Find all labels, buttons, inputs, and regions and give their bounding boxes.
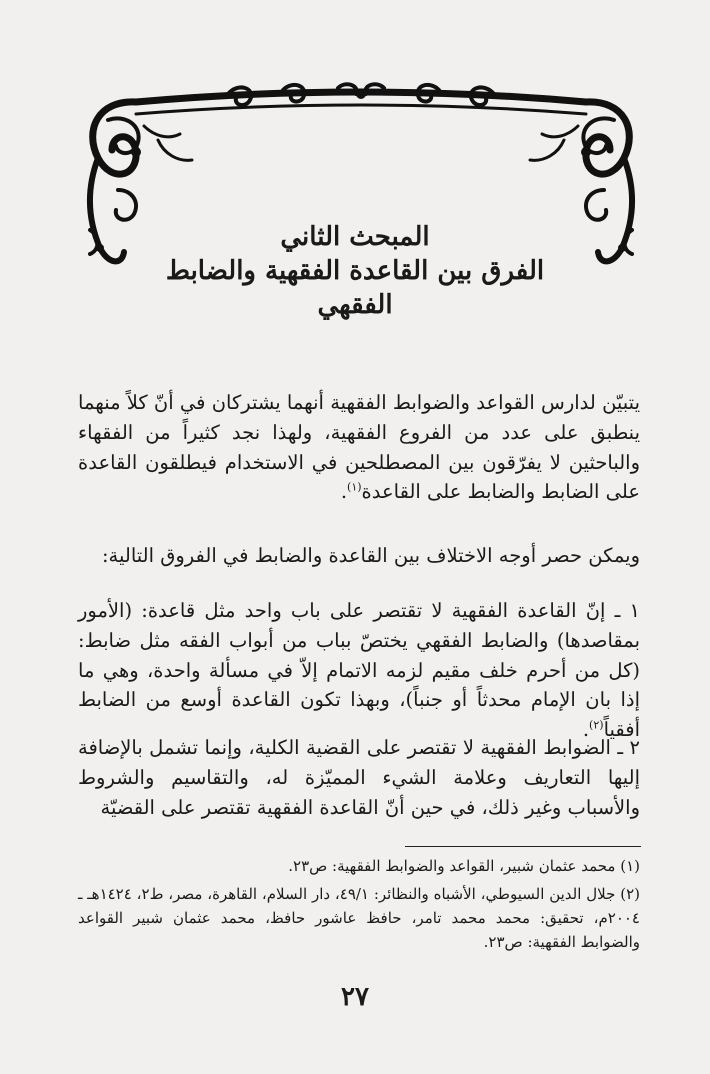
section-subtitle: الفرق بين القاعدة الفقهية والضابط الفقهي <box>165 256 545 320</box>
footnotes <box>78 854 640 958</box>
page-number: ٢٧ <box>341 982 369 1012</box>
paragraph-3-end: . <box>582 718 590 742</box>
paragraph-3-text: ١ ـ إنّ القاعدة الفقهية لا تقتصر على باب واحد مثل قاعدة: (الأمور بمقاصدها) والضابط الفقهي يختصّ بباب من أبواب الفقه مثل ضابط: (كل من أحرم خلف مقيم لزمه الاتمام إلاّ في مسألة واحدة، وهي ما إذا بان الإمام محدثاً أو جنباً)، وبهذا تكون القاعدة أوسع من الضابط أفقياً <box>78 599 640 742</box>
paragraph-1 <box>78 388 640 507</box>
section-heading <box>130 222 580 322</box>
paragraph-4 <box>78 733 640 822</box>
paragraph-2 <box>78 541 640 571</box>
footnote-ref-1: (١) <box>347 480 362 494</box>
paragraph-4-text: ٢ ـ الضوابط الفقهية لا تقتصر على القضية الكلية، وإنما تشمل بالإضافة إليها التعاريف وعلامة الشيء المميّزة له، والتقاسيم والشروط والأسباب وغير ذلك، في حين أنّ القاعدة الفقهية تقتصر على القضيّة <box>78 736 640 819</box>
paragraph-1-text: يتبيّن لدارس القواعد والضوابط الفقهية أنهما يشتركان في أنّ كلاً منهما ينطبق على عدد من الفروع الفقهية، ولهذا نجد كثيراً من الفقهاء والباحثين لا يفرّقون بين المصطلحين في الاستخدام فيطلقون القاعدة على الضابط والضابط على القاعدة <box>78 391 640 504</box>
footnote-divider <box>405 846 641 847</box>
section-title: المبحث الثاني <box>280 222 430 252</box>
paragraph-2-text: ويمكن حصر أوجه الاختلاف بين القاعدة والضابط في الفروق التالية: <box>101 544 640 567</box>
paragraph-1-end: . <box>340 480 348 504</box>
paragraph-3 <box>78 596 640 745</box>
footnote-2: (٢) جلال الدين السيوطي، الأشباه والنظائر: ٤٩/١، دار السلام، القاهرة، مصر، ط٢، ١٤٢٤هـ ـ ٢٠٠٤م، تحقيق: محمد محمد تامر، حافظ عاشور حافظ، محمد عثمان شبير القواعد والضوابط الفقهية: ص٢٣. <box>78 885 641 951</box>
footnote-1: (١) محمد عثمان شبير، القواعد والضوابط الفقهية: ص٢٣. <box>288 857 640 875</box>
footnote-ref-2: (٢) <box>589 718 604 732</box>
